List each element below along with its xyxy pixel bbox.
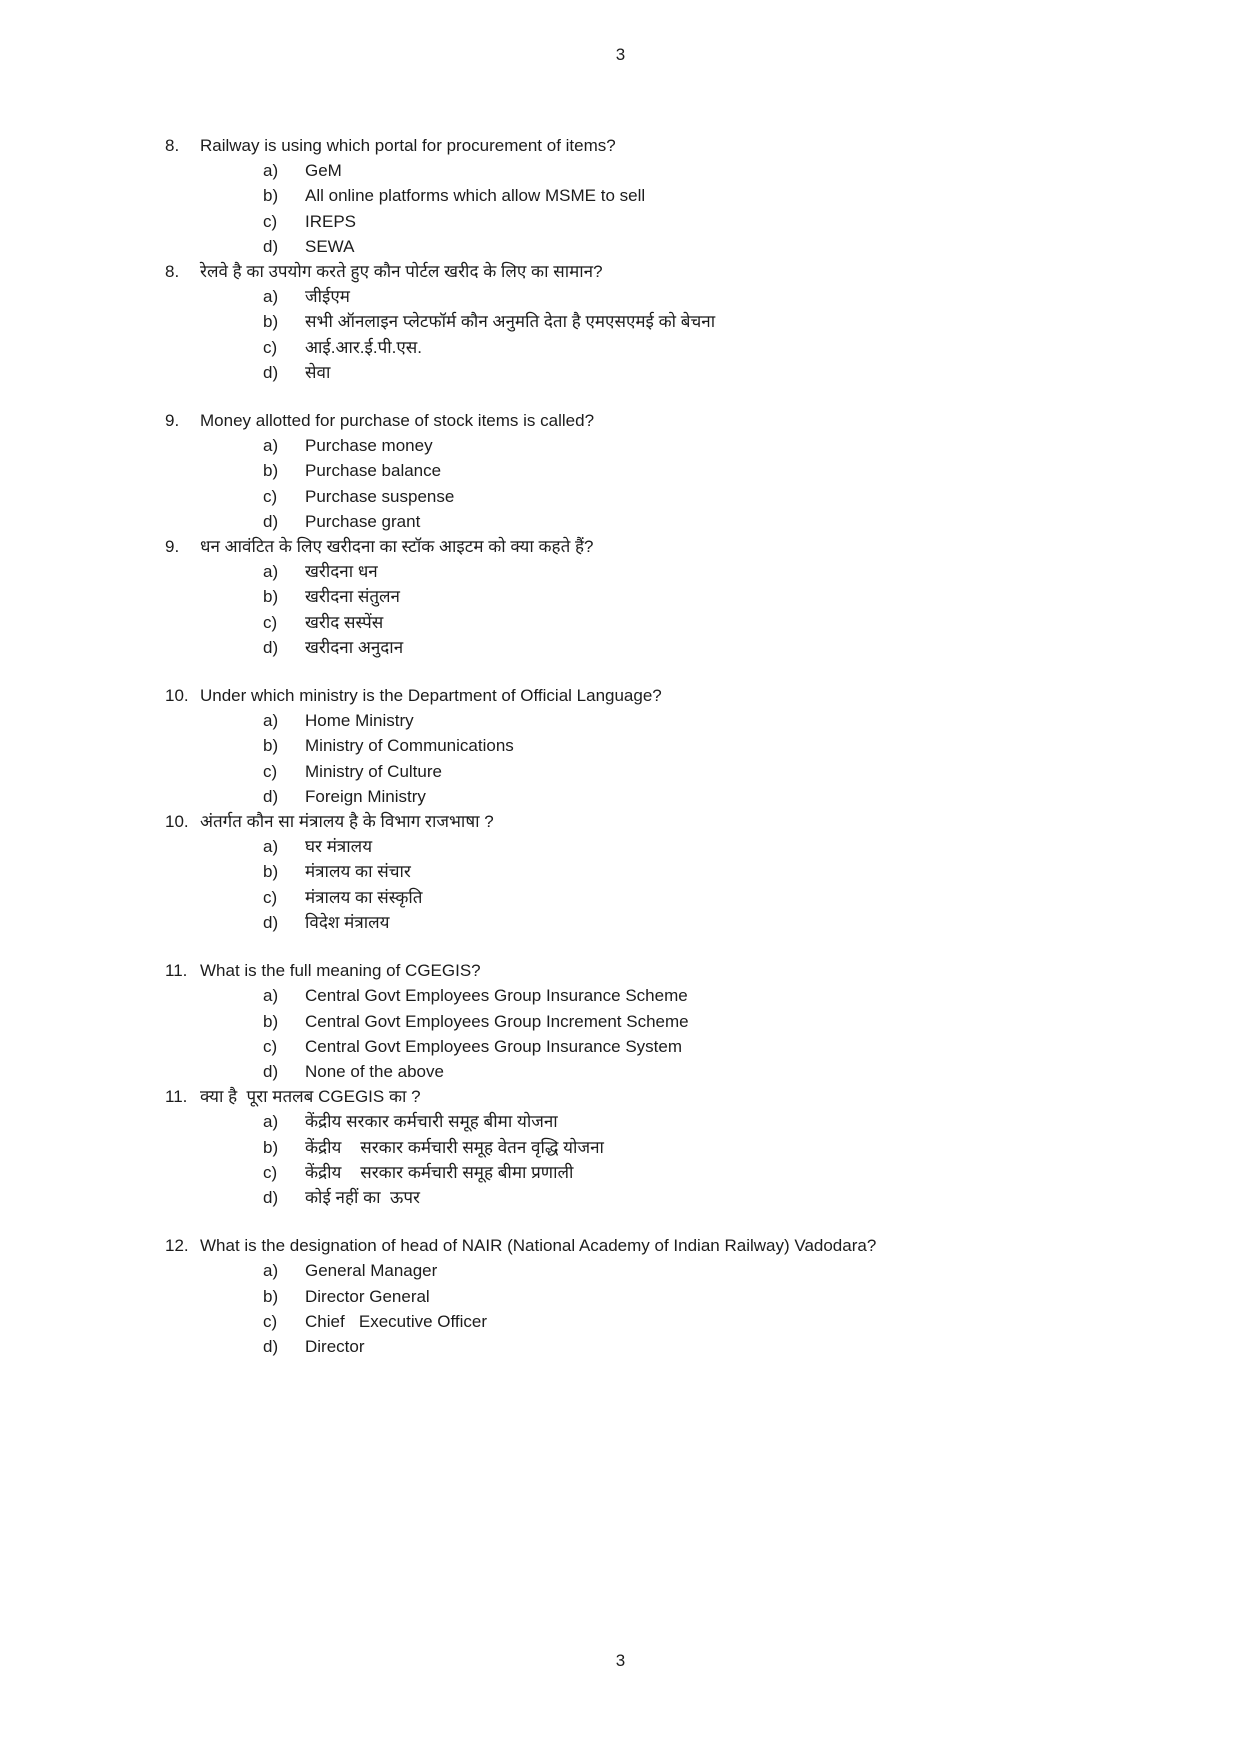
option-row xyxy=(263,759,1171,784)
question-text: Under which ministry is the Department of Official Language? xyxy=(200,686,662,706)
question-number: 10. xyxy=(165,812,189,832)
option-row xyxy=(263,158,1171,183)
option-text: मंत्रालय का संचार xyxy=(305,862,411,882)
option-text: आई.आर.ई.पी.एस. xyxy=(305,337,422,357)
question-9-hindi xyxy=(165,534,1171,660)
question-number: 11. xyxy=(165,961,188,981)
question-text: रेलवे है का उपयोग करते हुए कौन पोर्टल खरीद के लिए का सामान? xyxy=(200,262,603,282)
option-text: All online platforms which allow MSME to sell xyxy=(305,186,646,206)
question-number: 9. xyxy=(165,537,180,557)
option-text: Central Govt Employees Group Increment Scheme xyxy=(305,1011,689,1031)
option-letter: a) xyxy=(263,287,279,307)
option-text: विदेश मंत्रालय xyxy=(305,912,390,932)
option-text: Foreign Ministry xyxy=(305,786,426,806)
option-letter: d) xyxy=(263,1061,279,1081)
option-letter: c) xyxy=(263,1036,278,1056)
option-row xyxy=(263,284,1171,309)
option-row xyxy=(263,183,1171,208)
option-row xyxy=(263,708,1171,733)
option-letter: b) xyxy=(263,312,279,332)
option-row xyxy=(263,784,1171,809)
option-row xyxy=(263,885,1171,910)
option-row xyxy=(263,559,1171,584)
option-letter: d) xyxy=(263,1336,279,1356)
option-text: GeM xyxy=(305,161,342,181)
question-number: 8. xyxy=(165,136,180,155)
option-letter: b) xyxy=(263,186,279,206)
question-9-english xyxy=(165,408,1171,534)
option-letter: c) xyxy=(263,612,278,632)
option-text: Director General xyxy=(305,1286,430,1306)
option-text: केंद्रीय सरकार कर्मचारी समूह बीमा प्रणाली xyxy=(305,1162,574,1182)
question-line xyxy=(165,958,1171,983)
option-text: Purchase money xyxy=(305,436,433,456)
question-text: What is the designation of head of NAIR (National Academy of Indian Railway) Vadodara? xyxy=(200,1236,877,1256)
question-text: Money allotted for purchase of stock items is called? xyxy=(200,411,595,431)
option-row xyxy=(263,1009,1171,1034)
option-letter: b) xyxy=(263,461,279,481)
question-pair-8 xyxy=(165,133,1171,385)
question-pair-11 xyxy=(165,958,1171,1210)
option-row xyxy=(263,1109,1171,1134)
option-letter: d) xyxy=(263,362,279,382)
question-line xyxy=(165,408,1171,433)
option-row xyxy=(263,834,1171,859)
option-text: Central Govt Employees Group Insurance Scheme xyxy=(305,986,688,1006)
option-text: Chief Executive Officer xyxy=(305,1311,488,1331)
option-text: खरीदना धन xyxy=(305,562,378,582)
question-line xyxy=(165,259,1171,284)
question-text: क्या है पूरा मतलब CGEGIS का ? xyxy=(200,1087,421,1107)
option-letter: a) xyxy=(263,436,279,456)
option-row xyxy=(263,335,1171,360)
option-letter: b) xyxy=(263,1286,279,1306)
option-letter: d) xyxy=(263,786,279,806)
question-line xyxy=(165,1233,1171,1258)
questions-area xyxy=(0,133,1241,1359)
option-text: SEWA xyxy=(305,236,355,256)
option-letter: b) xyxy=(263,1011,279,1031)
option-row xyxy=(263,1135,1171,1160)
option-row xyxy=(263,983,1171,1008)
option-row xyxy=(263,910,1171,935)
question-text: Railway is using which portal for procurement of items? xyxy=(200,136,616,155)
question-pair-10 xyxy=(165,683,1171,935)
option-text: General Manager xyxy=(305,1261,438,1281)
option-letter: a) xyxy=(263,711,279,731)
question-line xyxy=(165,809,1171,834)
option-letter: a) xyxy=(263,161,279,181)
option-text: कोई नहीं का ऊपर xyxy=(305,1187,420,1207)
option-text: Director xyxy=(305,1336,365,1356)
question-10-hindi xyxy=(165,809,1171,935)
option-letter: c) xyxy=(263,887,278,907)
option-letter: b) xyxy=(263,587,279,607)
option-row xyxy=(263,584,1171,609)
option-text: खरीदना अनुदान xyxy=(305,637,404,657)
question-line xyxy=(165,133,1171,158)
option-letter: d) xyxy=(263,637,279,657)
option-letter: b) xyxy=(263,1137,279,1157)
option-row xyxy=(263,859,1171,884)
option-letter: a) xyxy=(263,1261,279,1281)
option-text: केंद्रीय सरकार कर्मचारी समूह वेतन वृद्धि योजना xyxy=(305,1137,604,1157)
option-text: Purchase grant xyxy=(305,511,421,531)
option-row xyxy=(263,234,1171,259)
option-text: केंद्रीय सरकार कर्मचारी समूह बीमा योजना xyxy=(305,1112,558,1132)
option-row xyxy=(263,458,1171,483)
option-row xyxy=(263,1284,1171,1309)
question-8-hindi xyxy=(165,259,1171,385)
option-row xyxy=(263,1334,1171,1359)
option-letter: d) xyxy=(263,912,279,932)
option-letter: c) xyxy=(263,486,278,506)
option-text: सेवा xyxy=(305,362,331,382)
option-text: Ministry of Communications xyxy=(305,736,514,756)
option-row xyxy=(263,1160,1171,1185)
question-text: धन आवंटित के लिए खरीदना का स्टॉक आइटम को क्या कहते हैं? xyxy=(200,537,594,557)
option-text: Ministry of Culture xyxy=(305,761,442,781)
option-letter: b) xyxy=(263,736,279,756)
question-text: What is the full meaning of CGEGIS? xyxy=(200,961,481,981)
option-text: IREPS xyxy=(305,211,357,231)
question-number: 12. xyxy=(165,1236,189,1256)
option-letter: c) xyxy=(263,1162,278,1182)
question-8-english xyxy=(165,133,1171,259)
option-row xyxy=(263,1309,1171,1334)
option-letter: d) xyxy=(263,236,279,256)
option-text: घर मंत्रालय xyxy=(305,837,373,857)
option-text: खरीद सस्पेंस xyxy=(305,612,384,632)
option-row xyxy=(263,433,1171,458)
option-text: मंत्रालय का संस्कृति xyxy=(305,887,423,907)
question-number: 10. xyxy=(165,686,189,706)
option-row xyxy=(263,1185,1171,1210)
question-number: 9. xyxy=(165,411,180,431)
option-letter: c) xyxy=(263,337,278,357)
question-11-hindi xyxy=(165,1084,1171,1210)
option-text: खरीदना संतुलन xyxy=(305,587,400,607)
option-row xyxy=(263,484,1171,509)
option-row xyxy=(263,733,1171,758)
option-text: सभी ऑनलाइन प्लेटफॉर्म कौन अनुमति देता है एमएसएमई को बेचना xyxy=(305,312,716,332)
page-number-top: 3 xyxy=(615,45,626,64)
option-row xyxy=(263,635,1171,660)
option-row xyxy=(263,209,1171,234)
option-text: Purchase balance xyxy=(305,461,442,481)
option-letter: c) xyxy=(263,1311,278,1331)
option-letter: a) xyxy=(263,562,279,582)
option-text: जीईएम xyxy=(305,287,350,307)
question-pair-9 xyxy=(165,408,1171,660)
option-text: Central Govt Employees Group Insurance System xyxy=(305,1036,682,1056)
question-text: अंतर्गत कौन सा मंत्रालय है के विभाग राजभाषा ? xyxy=(200,812,494,832)
option-letter: a) xyxy=(263,1112,279,1132)
option-letter: a) xyxy=(263,837,279,857)
question-number: 8. xyxy=(165,262,180,282)
option-letter: a) xyxy=(263,986,279,1006)
question-line xyxy=(165,683,1171,708)
option-letter: d) xyxy=(263,1187,279,1207)
page-number-bottom: 3 xyxy=(615,1651,626,1670)
option-letter: b) xyxy=(263,862,279,882)
option-row xyxy=(263,1059,1171,1084)
option-row xyxy=(263,360,1171,385)
option-letter: c) xyxy=(263,211,278,231)
option-row xyxy=(263,309,1171,334)
question-number: 11. xyxy=(165,1087,188,1107)
option-letter: c) xyxy=(263,761,278,781)
question-12-english xyxy=(165,1233,1171,1359)
question-line xyxy=(165,534,1171,559)
option-row xyxy=(263,610,1171,635)
option-text: Purchase suspense xyxy=(305,486,455,506)
option-row xyxy=(263,1034,1171,1059)
question-11-english xyxy=(165,958,1171,1084)
option-text: None of the above xyxy=(305,1061,444,1081)
question-line xyxy=(165,1084,1171,1109)
option-row xyxy=(263,1258,1171,1283)
option-text: Home Ministry xyxy=(305,711,414,731)
option-row xyxy=(263,509,1171,534)
question-10-english xyxy=(165,683,1171,809)
option-letter: d) xyxy=(263,511,279,531)
